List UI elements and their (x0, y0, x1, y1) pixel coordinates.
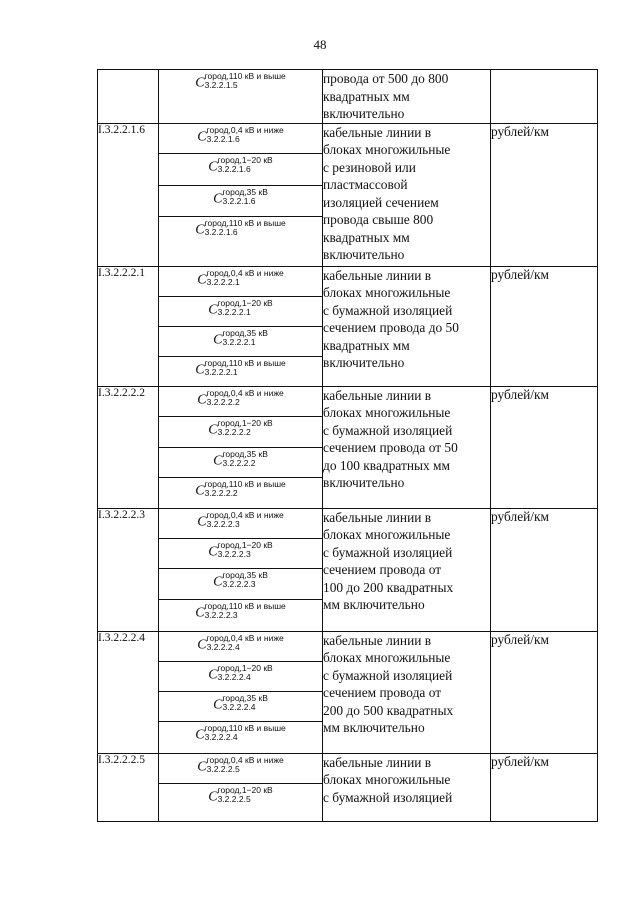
item-code: I.3.2.2.2.2 (98, 386, 159, 508)
rate-indices (218, 664, 273, 682)
description-line: до 100 квадратных мм (323, 457, 450, 473)
rate-symbol-letter: C (195, 604, 205, 620)
description (323, 386, 491, 508)
rate-superscript: город,110 кВ и выше (204, 478, 286, 489)
rate-symbol (159, 185, 323, 216)
rate-formula (197, 754, 283, 774)
rate-formula (197, 124, 283, 144)
rate-subscript: 3.2.2.2.2 (204, 487, 238, 498)
tariff-table (97, 69, 598, 822)
rate-indices (218, 786, 273, 804)
rate-indices (207, 269, 284, 287)
rate-formula (195, 478, 286, 498)
rate-subscript: 3.2.2.2.2 (217, 426, 251, 437)
item-code: I.3.2.2.2.3 (98, 508, 159, 631)
description-line: блоках многожильные (323, 772, 451, 787)
rate-indices (205, 602, 286, 620)
description-line: с бумажной изоляцией (323, 422, 453, 438)
rate-symbol (159, 568, 323, 599)
rate-subscript: 3.2.2.2.4 (222, 701, 256, 712)
rate-superscript: город,0,4 кВ и ниже (206, 267, 284, 278)
rate-formula (197, 632, 283, 652)
rate-superscript: город,35 кВ (222, 692, 268, 703)
rate-subscript: 3.2.2.2.1 (206, 276, 240, 287)
rate-superscript: город,110 кВ и выше (204, 722, 286, 733)
rate-indices (222, 450, 267, 468)
rate-superscript: город,1−20 кВ (217, 539, 273, 550)
rate-formula (197, 509, 283, 529)
description (323, 266, 491, 386)
description-line: провода свыше 800 (323, 212, 434, 227)
description-line: сечением провода от (323, 685, 442, 700)
rate-symbol (159, 753, 323, 783)
rate-superscript: город,0,4 кВ и ниже (206, 387, 284, 398)
rate-indices (218, 156, 273, 174)
description (323, 631, 491, 753)
rate-symbol-letter: C (213, 573, 223, 589)
rate-symbol-letter: C (208, 788, 218, 804)
rate-formula (208, 539, 272, 559)
rate-symbol-letter: C (197, 271, 207, 287)
unit-of-measure: рублей/км (491, 753, 598, 821)
rate-indices (207, 756, 284, 774)
rate-formula (195, 357, 286, 377)
rate-symbol-letter: C (195, 726, 205, 742)
rate-symbol-letter: C (195, 75, 205, 91)
rate-subscript: 3.2.2.2.1 (204, 366, 238, 377)
description (323, 753, 491, 821)
description-line: с бумажной изоляцией (323, 789, 453, 805)
rate-indices (222, 329, 267, 347)
rate-indices (218, 419, 273, 437)
description-line: кабельные линии в (323, 267, 432, 283)
rate-superscript: город,1−20 кВ (217, 417, 273, 428)
rate-subscript: 3.2.2.2.4 (206, 641, 240, 652)
description-line: блоках многожильные (323, 142, 451, 157)
rate-subscript: 3.2.2.1.6 (217, 163, 251, 174)
rate-indices (222, 571, 267, 589)
table-row (98, 70, 598, 124)
rate-symbol (159, 296, 323, 326)
rate-symbol (159, 508, 323, 538)
description-line: квадратных мм (323, 229, 410, 245)
description (323, 70, 491, 124)
description-line: включительно (323, 355, 405, 370)
item-code: I.3.2.2.1.6 (98, 123, 159, 266)
unit-of-measure: рублей/км (491, 386, 598, 508)
rate-superscript: город,1−20 кВ (217, 297, 273, 308)
rate-superscript: город,110 кВ и выше (204, 357, 286, 368)
description-line: провода от 500 до 800 (323, 71, 449, 86)
description (323, 508, 491, 631)
item-code (98, 70, 159, 124)
rate-superscript: город,35 кВ (222, 327, 268, 338)
rate-symbol-letter: C (208, 158, 218, 174)
rate-symbol-letter: C (213, 190, 223, 206)
rate-formula (208, 662, 272, 682)
description-line: кабельные линии в (323, 632, 432, 648)
description (323, 123, 491, 266)
rate-formula (213, 569, 268, 589)
rate-symbol (159, 477, 323, 508)
rate-symbol-letter: C (213, 331, 223, 347)
description-line: блоках многожильные (323, 527, 451, 542)
description-line: блоках многожильные (323, 650, 451, 665)
description-line: кабельные линии в (323, 124, 432, 140)
description-line: кабельные линии в (323, 754, 432, 770)
rate-indices (205, 72, 286, 90)
rate-formula (195, 600, 286, 620)
rate-superscript: город,1−20 кВ (217, 662, 273, 673)
item-code: I.3.2.2.2.5 (98, 753, 159, 821)
rate-subscript: 3.2.2.2.3 (206, 518, 240, 529)
description-line: 100 до 200 квадратных (323, 579, 454, 595)
rate-symbol-letter: C (208, 666, 218, 682)
rate-symbol (159, 386, 323, 416)
rate-superscript: город,0,4 кВ и ниже (206, 509, 284, 520)
rate-symbol (159, 721, 323, 753)
rate-indices (218, 299, 273, 317)
rate-formula (208, 297, 272, 317)
rate-symbol-letter: C (213, 696, 223, 712)
rate-indices (205, 219, 286, 237)
rate-symbol (159, 783, 323, 821)
rate-indices (205, 480, 286, 498)
rate-symbol-letter: C (208, 301, 218, 317)
rate-indices (207, 511, 284, 529)
rate-formula (197, 267, 283, 287)
description-line: блоках многожильные (323, 405, 451, 420)
description-line: мм включительно (323, 720, 425, 735)
description-line: пластмассовой (323, 177, 408, 192)
rate-superscript: город,1−20 кВ (217, 154, 273, 165)
rate-symbol-letter: C (195, 482, 205, 498)
rate-symbol-letter: C (195, 361, 205, 377)
rate-formula (213, 448, 268, 468)
rate-indices (205, 359, 286, 377)
description-line: изоляцией сечением (323, 194, 439, 210)
rate-symbol-letter: C (208, 543, 218, 559)
rate-symbol (159, 216, 323, 266)
item-code: I.3.2.2.2.1 (98, 266, 159, 386)
rate-indices (218, 541, 273, 559)
rate-formula (208, 784, 272, 804)
unit-of-measure: рублей/км (491, 508, 598, 631)
description-line: с бумажной изоляцией (323, 667, 453, 683)
item-code: I.3.2.2.2.4 (98, 631, 159, 753)
rate-formula (213, 186, 268, 206)
rate-symbol-letter: C (197, 636, 207, 652)
rate-symbol (159, 153, 323, 185)
rate-symbol (159, 416, 323, 447)
rate-formula (208, 154, 272, 174)
rate-subscript: 3.2.2.2.5 (206, 763, 240, 774)
description-line: включительно (323, 475, 405, 490)
rate-formula (197, 387, 283, 407)
rate-subscript: 3.2.2.2.3 (222, 578, 256, 589)
table-row (98, 753, 598, 783)
rate-formula (208, 417, 272, 437)
rate-superscript: город,0,4 кВ и ниже (206, 754, 284, 765)
rate-symbol (159, 661, 323, 691)
description-line: сечением провода до 50 (323, 320, 459, 335)
rate-subscript: 3.2.2.2.2 (222, 457, 256, 468)
rate-symbol (159, 447, 323, 477)
unit-of-measure: рублей/км (491, 631, 598, 753)
description-line: с бумажной изоляцией (323, 302, 453, 318)
description-line: блоках многожильные (323, 285, 451, 300)
rate-subscript: 3.2.2.2.1 (222, 336, 256, 347)
rate-superscript: город,110 кВ и выше (204, 600, 286, 611)
description-line: квадратных мм (323, 88, 410, 104)
rate-symbol (159, 266, 323, 296)
description-line: кабельные линии в (323, 387, 432, 403)
rate-formula (195, 722, 286, 742)
rate-superscript: город,0,4 кВ и ниже (206, 632, 284, 643)
rate-symbol-letter: C (213, 452, 223, 468)
description-line: включительно (323, 247, 405, 262)
description-line: с резиновой или (323, 159, 416, 175)
table-row (98, 508, 598, 538)
rate-symbol-letter: C (195, 221, 205, 237)
rate-indices (207, 634, 284, 652)
rate-subscript: 3.2.2.2.4 (217, 671, 251, 682)
rate-formula (213, 692, 268, 712)
rate-subscript: 3.2.2.1.5 (204, 80, 238, 90)
rate-superscript: город,1−20 кВ (217, 784, 273, 795)
description-line: квадратных мм (323, 337, 410, 353)
rate-subscript: 3.2.2.1.6 (222, 195, 256, 206)
rate-symbol (159, 538, 323, 568)
rate-subscript: 3.2.2.2.4 (204, 731, 238, 742)
rate-symbol-letter: C (208, 421, 218, 437)
rate-symbol (159, 356, 323, 386)
rate-indices (207, 389, 284, 407)
rate-formula (195, 217, 286, 237)
unit-of-measure: рублей/км (491, 123, 598, 266)
description-line: кабельные линии в (323, 509, 432, 525)
description-line: с бумажной изоляцией (323, 544, 453, 560)
rate-symbol (159, 631, 323, 661)
table-row (98, 631, 598, 661)
table-row (98, 386, 598, 416)
rate-subscript: 3.2.2.2.2 (206, 396, 240, 407)
rate-indices (207, 126, 284, 144)
rate-superscript: город,35 кВ (222, 569, 268, 580)
rate-subscript: 3.2.2.1.6 (206, 133, 240, 144)
rate-subscript: 3.2.2.2.3 (217, 548, 251, 559)
description-line: 200 до 500 квадратных (323, 702, 454, 718)
rate-symbol (159, 123, 323, 153)
rate-symbol (159, 599, 323, 631)
rate-indices (222, 188, 267, 206)
description-line: сечением провода от (323, 562, 442, 577)
unit-of-measure (491, 70, 598, 124)
rate-superscript: город,110 кВ и выше (204, 71, 286, 81)
rate-symbol-letter: C (197, 391, 207, 407)
description-line: сечением провода от 50 (323, 440, 458, 455)
rate-symbol-letter: C (197, 513, 207, 529)
rate-subscript: 3.2.2.2.3 (204, 609, 238, 620)
rate-symbol-letter: C (197, 128, 207, 144)
rate-superscript: город,110 кВ и выше (204, 217, 286, 228)
table-row (98, 266, 598, 296)
rate-subscript: 3.2.2.1.6 (204, 226, 238, 237)
rate-symbol-letter: C (197, 758, 207, 774)
rate-symbol (159, 691, 323, 721)
rate-superscript: город,35 кВ (222, 186, 268, 197)
rate-superscript: город,0,4 кВ и ниже (206, 124, 284, 135)
rate-superscript: город,35 кВ (222, 448, 268, 459)
page-number: 48 (313, 37, 327, 52)
rate-symbol (159, 326, 323, 356)
tariff-table-body (98, 70, 598, 822)
rate-formula (195, 70, 286, 90)
rate-indices (222, 694, 267, 712)
table-row (98, 123, 598, 153)
description-line: мм включительно (323, 597, 425, 612)
rate-subscript: 3.2.2.2.5 (217, 793, 251, 804)
rate-indices (205, 724, 286, 742)
rate-subscript: 3.2.2.2.1 (217, 306, 251, 317)
rate-symbol (159, 70, 323, 124)
description-line: включительно (323, 106, 405, 121)
rate-formula (213, 327, 268, 347)
unit-of-measure: рублей/км (491, 266, 598, 386)
